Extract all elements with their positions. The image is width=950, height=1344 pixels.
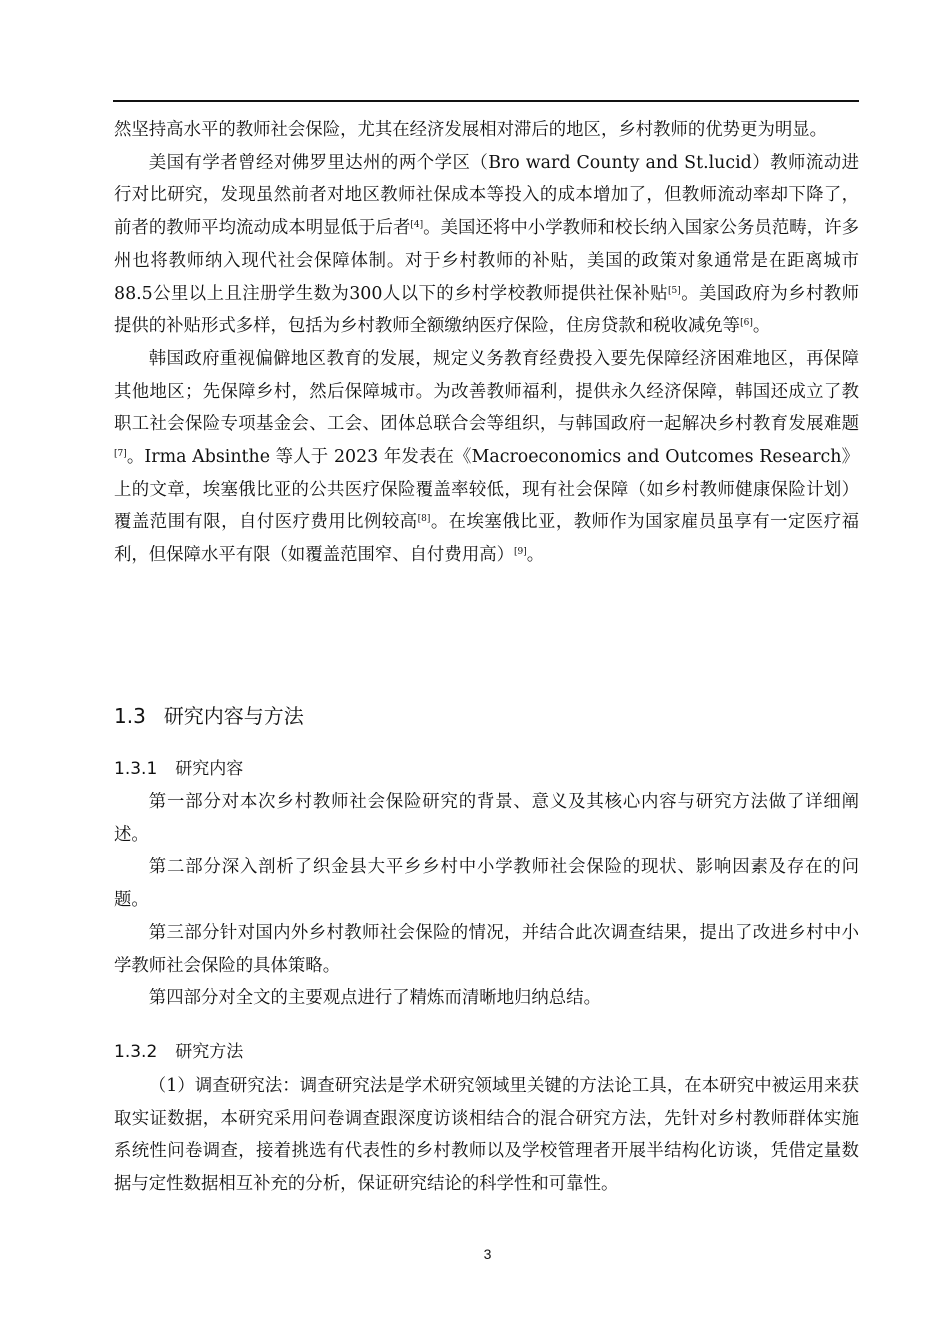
paragraph: （1）调查研究法：调查研究法是学术研究领域里关键的方法论工具，在本研究中被运用来获取实证数据，本研究采用问卷调查跟深度访谈相结合的混合研究方法，先针对乡村教师群体实施系统性问卷调查，接着挑选有代表性的乡村教师以及学校管理者开展半结构化访谈，凭借定量数据与定性数据相互补充的分析，保证研究结论的科学性和可靠性。 [114, 1076, 859, 1195]
section-heading-1-3 [114, 700, 859, 729]
citation[interactable]: [8] [417, 514, 431, 525]
section-number: 1.3 [114, 704, 146, 728]
page-number: 3 [483, 1246, 492, 1262]
paragraph: 第二部分深入剖析了织金县大平乡乡村中小学教师社会保险的现状、影响因素及存在的问题。 [114, 857, 859, 911]
section-title: 研究方法 [175, 1042, 244, 1062]
section-heading-1-3-1 [114, 754, 859, 779]
citation[interactable]: [4] [410, 220, 424, 231]
text-run: 。 [526, 545, 545, 566]
body-text-top [114, 114, 859, 572]
text-run: 。Irma Absinthe 等人于 2023 年发表在《Macroeconomics and Outcomes Research》上的文章，埃塞俄比亚的公共医疗保险覆盖率较低，现有社会保障（如乡村教师健康保险计划）覆盖范围有限，自付医疗费用比例较高 [114, 447, 859, 533]
section-heading-1-3-2 [114, 1037, 859, 1062]
text-run: 。美国政府为乡村教师提供的补贴形式多样，包括为乡村教师全额缴纳医疗保险，住房贷款和税收减免等 [114, 283, 859, 337]
paragraph: 第一部分对本次乡村教师社会保险研究的背景、意义及其核心内容与研究方法做了详细阐述。 [114, 792, 859, 845]
paragraph: 第三部分针对国内外乡村教师社会保险的情况，并结合此次调查结果，提出了改进乡村中小学教师社会保险的具体策略。 [114, 922, 859, 976]
section-title: 研究内容 [175, 759, 244, 779]
text-run: 。在埃塞俄比亚，教师作为国家雇员虽享有一定医疗福利，但保障水平有限（如覆盖范围窄、自付费用高） [114, 512, 859, 566]
section-number: 1.3.1 [114, 759, 158, 779]
citation[interactable]: [9] [514, 547, 527, 558]
citation[interactable]: [5] [668, 285, 681, 296]
section-1-3-2-body [114, 1070, 859, 1201]
text-run: 。 [752, 316, 771, 337]
section-1-3-1-body [114, 786, 859, 1015]
citation[interactable]: [7] [114, 449, 127, 460]
paragraph: 然坚持高水平的教师社会保险，尤其在经济发展相对滞后的地区，乡村教师的优势更为明显。 [114, 120, 828, 140]
citation[interactable]: [6] [740, 318, 753, 329]
paragraph-us [114, 147, 859, 343]
header-rule [113, 100, 859, 102]
text-run: 美国有学者曾经对佛罗里达州的两个学区（Bro ward County and St.lucid）教师流动进行对比研究，发现虽然前者对地区教师社保成本等投入的成本增加了，但教师流动率却下降了，前者的教师平均流动成本明显低于后者 [114, 152, 859, 239]
section-number: 1.3.2 [114, 1042, 158, 1062]
paragraph-korea [114, 343, 859, 572]
text-run: 韩国政府重视偏僻地区教育的发展，规定义务教育经费投入要先保障经济困难地区，再保障其他地区；先保障乡村，然后保障城市。为改善教师福利，提供永久经济保障，韩国还成立了教职工社会保险专项基金会、工会、团体总联合会等组织，与韩国政府一起解决乡村教育发展难题 [114, 348, 859, 435]
section-title: 研究内容与方法 [163, 704, 304, 728]
paragraph: 第四部分对全文的主要观点进行了精炼而清晰地归纳总结。 [148, 988, 601, 1009]
text-run: 。美国还将中小学教师和校长纳入国家公务员范畴，许多州也将教师纳入现代社会保障体制。对于乡村教师的补贴，美国的政策对象通常是在距离城市88.5公里以上且注册学生数为300人以下的乡村学校教师提供社保补贴 [114, 218, 859, 304]
